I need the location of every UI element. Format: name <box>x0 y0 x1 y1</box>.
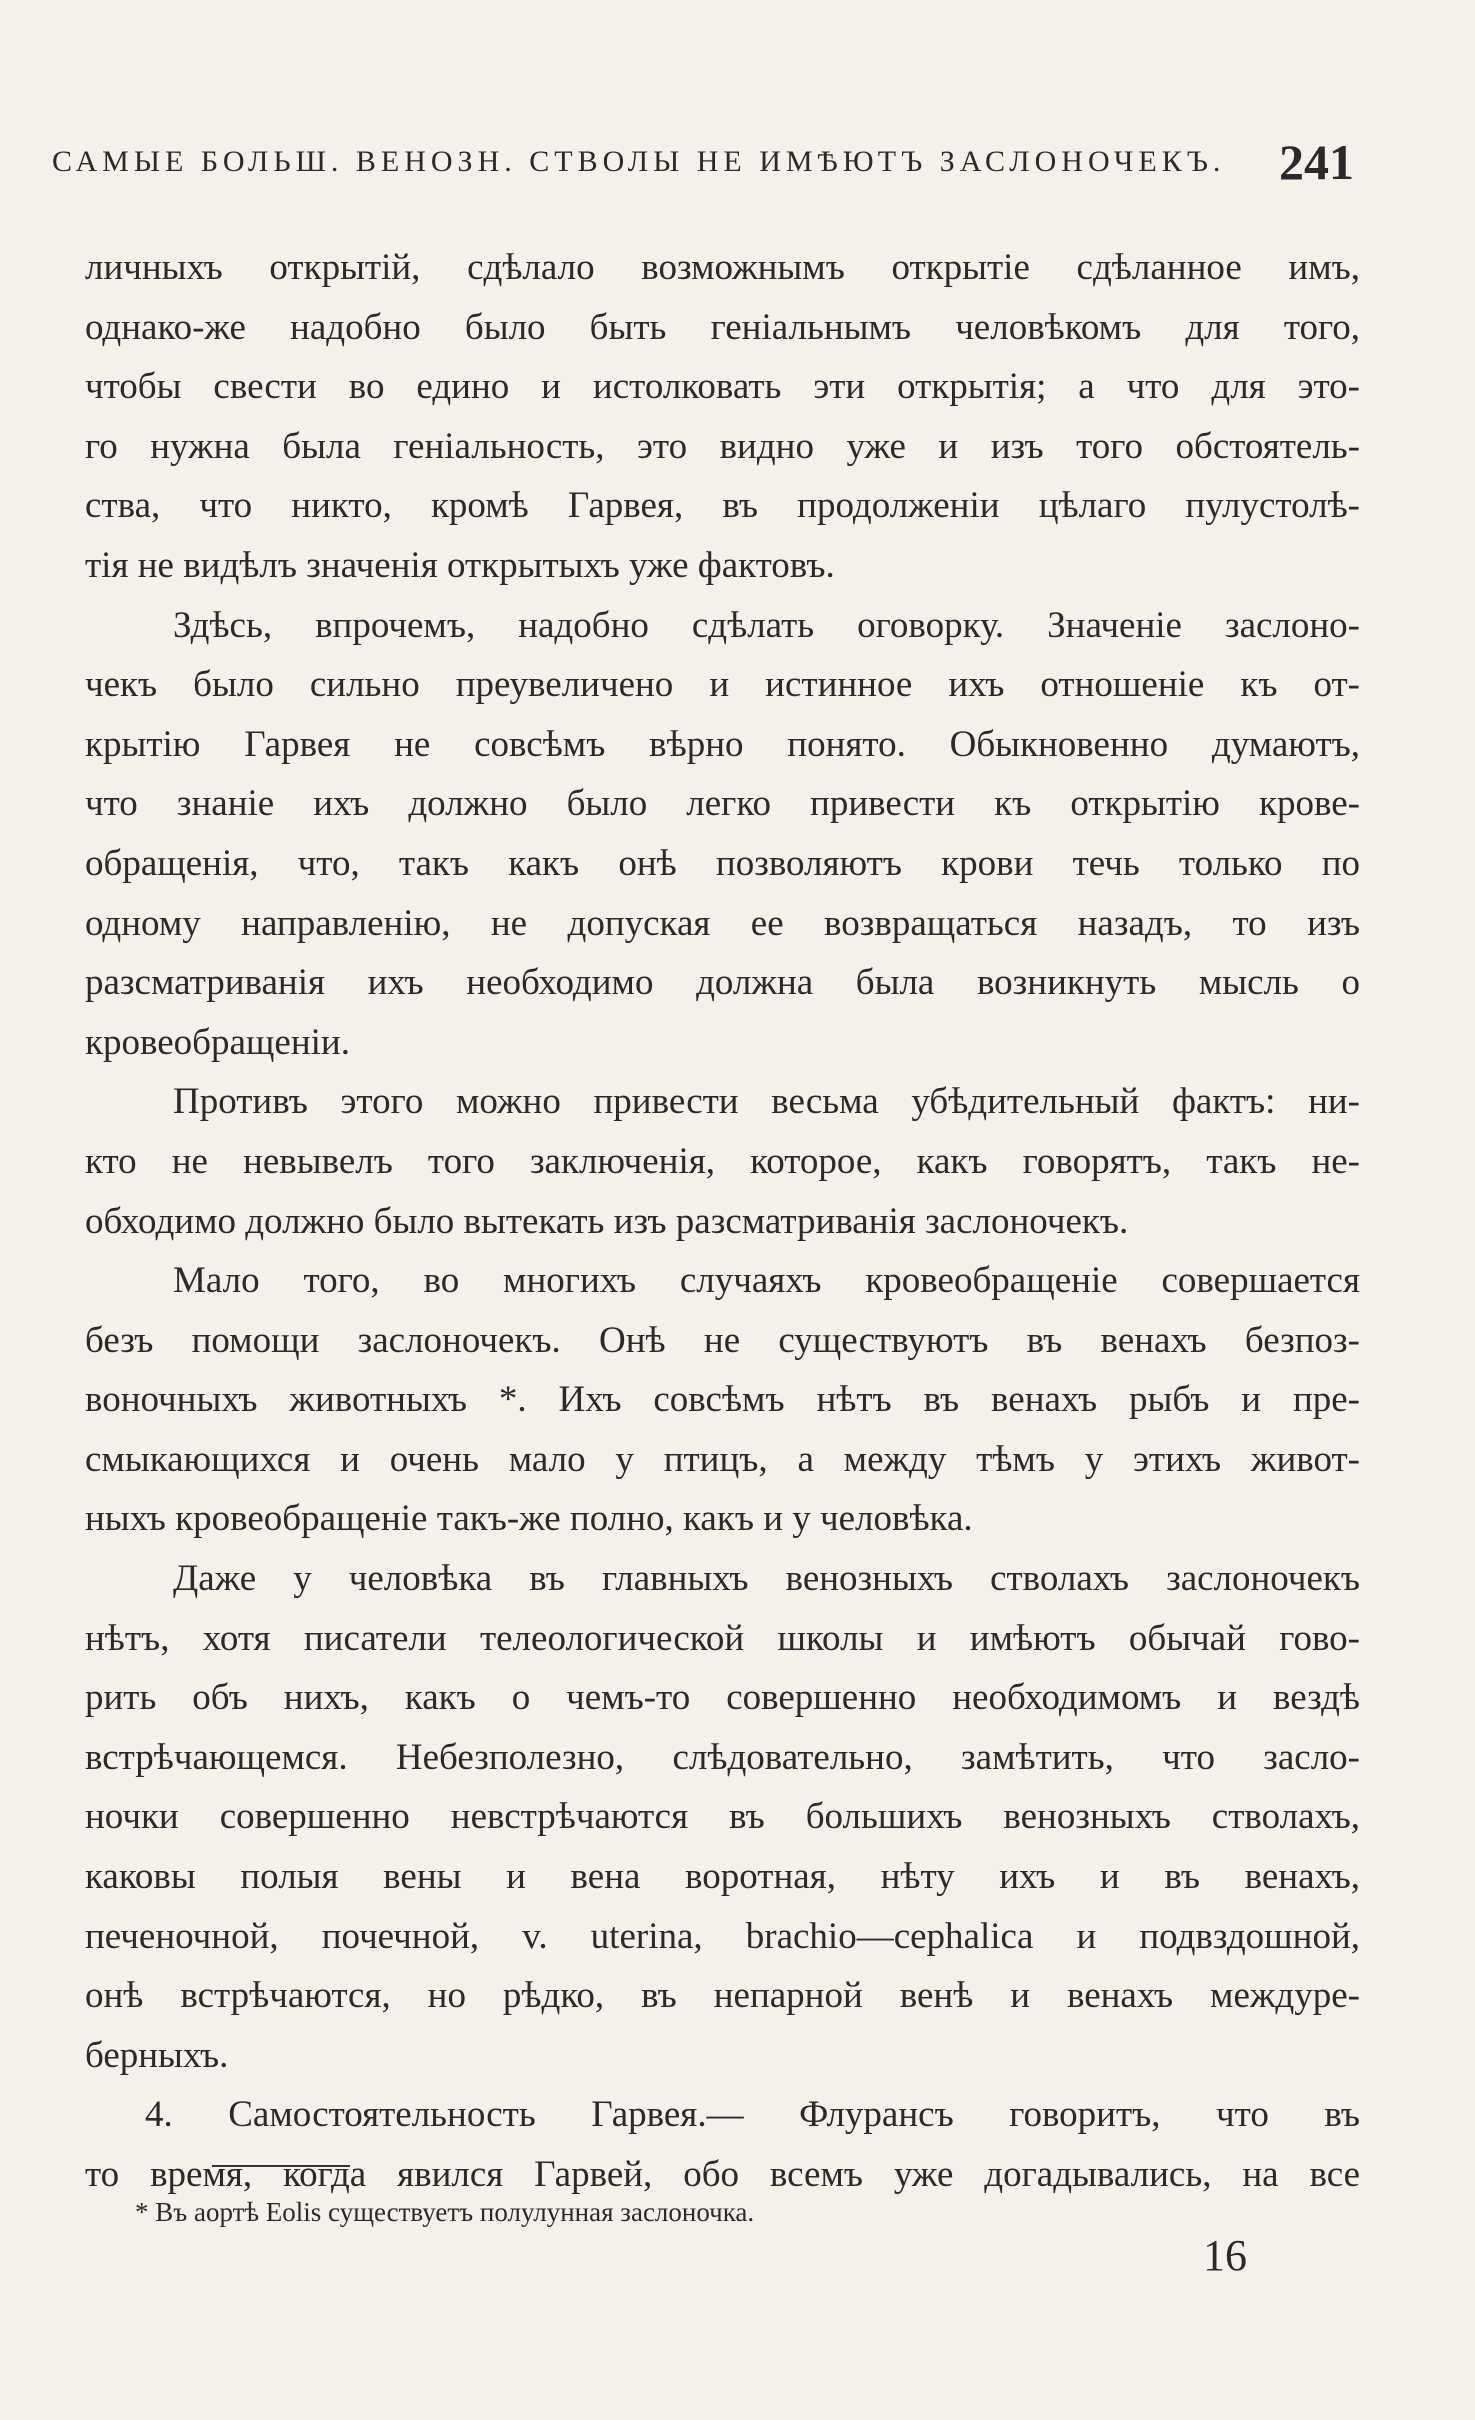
text-line: нѣтъ, хотя писатели телеологической школы и имѣютъ обычай гово- <box>85 1617 1360 1659</box>
text-line: обходимо должно было вытекать изъ разсматриванія заслоночекъ. <box>85 1200 1129 1242</box>
text-line: онѣ встрѣчаются, но рѣдко, въ непарной венѣ и венахъ междуре- <box>85 1975 1360 2017</box>
text-line: обращенія, что, такъ какъ онѣ позволяютъ крови течь только по <box>85 842 1360 884</box>
text-line: берныхъ. <box>85 2034 229 2076</box>
signature-mark: 16 <box>1203 2231 1247 2280</box>
body-text <box>85 238 1360 2205</box>
text-line: чекъ было сильно преувеличено и истинное ихъ отношеніе къ от- <box>85 664 1360 706</box>
text-line: одному направленію, не допуская ее возвращаться назадъ, то изъ <box>85 902 1360 944</box>
text-line: крытію Гарвея не совсѣмъ вѣрно понято. Обыкновенно думаютъ, <box>85 723 1360 765</box>
text-line: Мало того, во многихъ случаяхъ кровеобращеніе совершается <box>173 1260 1360 1302</box>
text-line: каковы полыя вены и вена воротная, нѣту ихъ и въ венахъ, <box>85 1856 1360 1898</box>
text-line: Даже у человѣка въ главныхъ венозныхъ стволахъ заслоночекъ <box>173 1558 1360 1600</box>
running-title: САМЫЕ БОЛЬШ. ВЕНОЗН. СТВОЛЫ НЕ ИМѢЮТЪ ЗАСЛОНОЧЕКЪ. <box>52 145 1226 178</box>
text-line: что знаніе ихъ должно было легко привести къ открытію крове- <box>85 783 1360 825</box>
text-line: чтобы свести во едино и истолковать эти открытія; а что для это- <box>85 366 1360 408</box>
text-line: тія не видѣлъ значенія открытыхъ уже фактовъ. <box>85 544 835 586</box>
text-line: личныхъ открытій, сдѣлало возможнымъ открытіе сдѣланное имъ, <box>85 247 1360 288</box>
page-number: 241 <box>1279 134 1354 190</box>
text-line: кто не невывелъ того заключенія, которое, какъ говорятъ, такъ не- <box>85 1140 1360 1182</box>
text-line: ныхъ кровеобращеніе такъ-же полно, какъ и у человѣка. <box>85 1498 973 1540</box>
text-line: Здѣсь, впрочемъ, надобно сдѣлать оговорку. Значеніе заслоно- <box>173 604 1360 646</box>
running-head <box>52 133 1352 193</box>
text-line: то время, когда явился Гарвей, обо всемъ уже догадывались, на все <box>85 2154 1360 2195</box>
text-line: Противъ этого можно привести весьма убѣдительный фактъ: ни- <box>173 1081 1360 1123</box>
text-line: встрѣчающемся. Небезполезно, слѣдовательно, замѣтить, что засло- <box>85 1736 1360 1778</box>
text-line: кровеобращеніи. <box>85 1021 350 1063</box>
text-line: ночки совершенно невстрѣчаются въ большихъ венозныхъ стволахъ, <box>85 1796 1360 1838</box>
section-heading-line: 4. Самостоятельность Гарвея.— Флурансъ говоритъ, что въ <box>145 2094 1360 2136</box>
footnote: * Въ аортѣ Eolis существуетъ полулунная заслоночка. <box>135 2197 755 2227</box>
text-line: ства, что никто, кромѣ Гарвея, въ продолженіи цѣлаго пулустолѣ- <box>85 485 1360 527</box>
text-line: безъ помощи заслоночекъ. Онѣ не существуютъ въ венахъ безпоз- <box>85 1319 1360 1361</box>
text-line: го нужна была геніальность, это видно уже и изъ того обстоятель- <box>85 425 1360 467</box>
text-line: рить объ нихъ, какъ о чемъ-то совершенно необходимомъ и вездѣ <box>85 1677 1360 1719</box>
text-line: однако-же надобно было быть геніальнымъ человѣкомъ для того, <box>85 306 1360 348</box>
text-line: воночныхъ животныхъ *. Ихъ совсѣмъ нѣтъ въ венахъ рыбъ и пре- <box>85 1379 1360 1421</box>
text-line: смыкающихся и очень мало у птицъ, а между тѣмъ у этихъ живот- <box>85 1438 1360 1480</box>
text-line: печеночной, почечной, v. uterina, brachio—cephalica и подвздошной, <box>85 1915 1360 1957</box>
text-line: разсматриванія ихъ необходимо должна была возникнуть мысль о <box>85 962 1360 1004</box>
footnote-rule <box>212 2165 350 2167</box>
